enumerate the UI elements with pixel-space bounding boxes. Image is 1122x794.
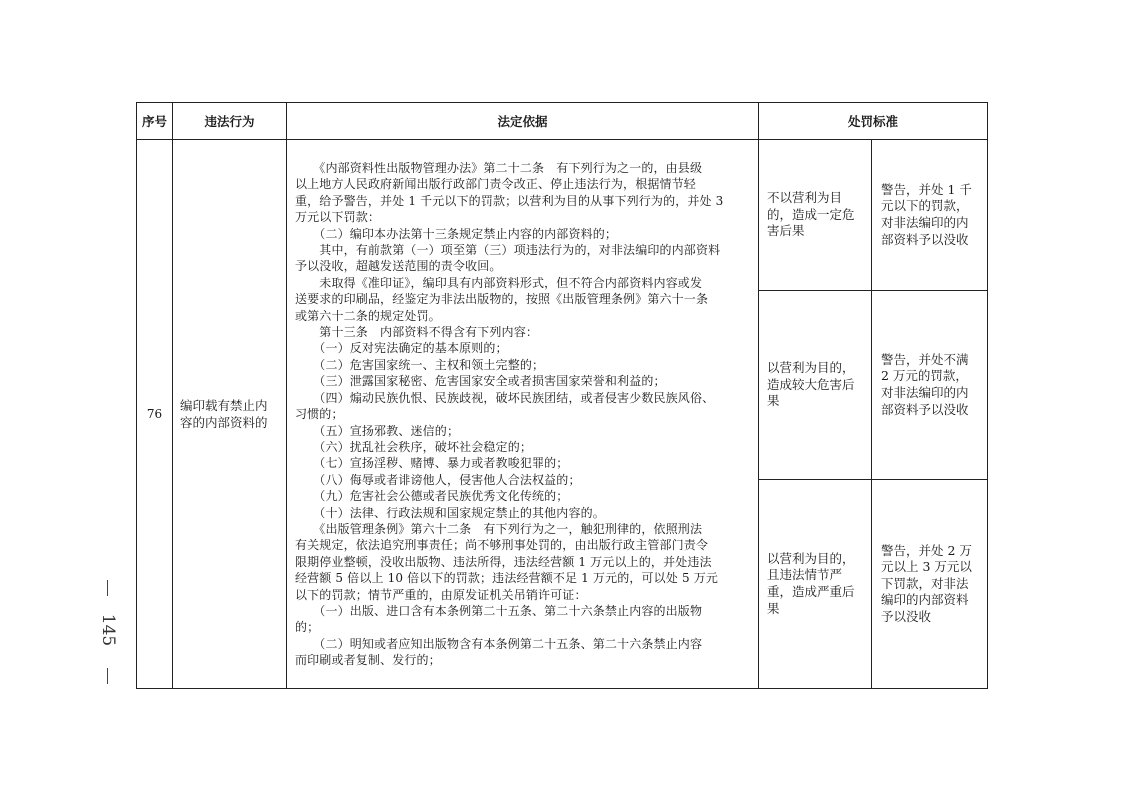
legal-basis-line: 《内部资料性出版物管理办法》第二十二条 有下列行为之一的，由县级 (295, 161, 703, 175)
legal-basis-line: 以上地方人民政府新闻出版行政部门责令改正、停止违法行为，根据情节轻 (295, 177, 696, 192)
legal-basis-line: （十）法律、行政法规和国家规定禁止的其他内容的。 (295, 505, 605, 520)
header-violation: 违法行为 (173, 103, 287, 140)
legal-basis-line: （三）泄露国家秘密、危害国家安全或者损害国家荣誉和利益的； (295, 374, 666, 389)
penalty-measure-2: 警告，并处不满 2 万元的罚款，对非法编印的内部资料予以没收 (872, 291, 988, 480)
row-seq: 76 (137, 140, 173, 689)
legal-basis-line: （九）危害社会公德或者民族优秀文化传统的； (295, 489, 569, 504)
header-seq: 序号 (137, 103, 173, 140)
legal-basis-line: 的； (295, 620, 320, 635)
legal-basis-line: 其中，有前款第（一）项至第（三）项违法行为的，对非法编印的内部资料 (295, 243, 721, 258)
penalty-condition-3: 以营利为目的，且违法情节严重，造成严重后果 (759, 480, 872, 689)
legal-basis-line: 万元以下罚款： (295, 210, 381, 225)
legal-basis-line: 而印刷或者复制、发行的； (295, 653, 441, 668)
legal-basis-line: （一）出版、进口含有本条例第二十五条、第二十六条禁止内容的出版物 (295, 603, 703, 618)
table-header-row (137, 103, 988, 140)
page-number-dash-bottom (107, 668, 108, 684)
legal-basis-line: 送要求的印刷品，经鉴定为非法出版物的，按照《出版管理条例》第六十一条 (295, 292, 709, 307)
legal-basis-line: 限期停业整顿，没收出版物、违法所得，违法经营额 1 万元以上的，并处违法 (295, 554, 712, 569)
legal-basis-line: （七）宣扬淫秽、赌博、暴力或者教唆犯罪的； (295, 456, 569, 471)
page-number (96, 580, 120, 690)
page-number-text: 145 (98, 613, 118, 647)
legal-basis-line: （六）扰乱社会秩序，破坏社会稳定的； (295, 439, 533, 454)
legal-basis-text (295, 160, 750, 669)
legal-basis-line: （二）编印本办法第十三条规定禁止内容的内部资料的； (295, 226, 618, 241)
penalty-table (136, 102, 988, 689)
legal-basis-line: 第十三条 内部资料不得含有下列内容： (295, 325, 539, 340)
legal-basis-line: （二）危害国家统一、主权和领土完整的； (295, 357, 545, 372)
legal-basis-line: 予以没收，超越发送范围的责令收回。 (295, 259, 502, 274)
row-violation: 编印载有禁止内容的内部资料的 (173, 140, 287, 689)
penalty-measure-1: 警告，并处 1 千元以下的罚款，对非法编印的内部资料予以没收 (872, 140, 988, 291)
legal-basis-line: （二）明知或者应知出版物含有本条例第二十五条、第二十六条禁止内容 (295, 636, 703, 651)
page-number-dash-top (107, 580, 108, 596)
legal-basis-line: 以下的罚款；情节严重的，由原发证机关吊销许可证： (295, 587, 587, 602)
legal-basis-line: 经营额 5 倍以上 10 倍以下的罚款；违法经营额不足 1 万元的，可以处 5 万元 (295, 571, 718, 586)
table-row (137, 140, 988, 291)
penalty-measure-3: 警告，并处 2 万元以上 3 万元以下罚款，对非法编印的内部资料予以没收 (872, 480, 988, 689)
legal-basis-line: （八）侮辱或者诽谤他人，侵害他人合法权益的； (295, 472, 581, 487)
legal-basis-line: （五）宣扬邪教、迷信的； (295, 423, 460, 438)
penalty-condition-2: 以营利为目的，造成较大危害后果 (759, 291, 872, 480)
header-legal-basis: 法定依据 (287, 103, 759, 140)
legal-basis-line: （一）反对宪法确定的基本原则的； (295, 341, 508, 356)
row-legal-basis (287, 140, 759, 689)
legal-basis-line: 《出版管理条例》第六十二条 有下列行为之一，触犯刑律的，依照刑法 (295, 521, 703, 536)
header-penalty-standard: 处罚标准 (759, 103, 988, 140)
legal-basis-line: 或第六十二条的规定处罚。 (295, 308, 441, 323)
legal-basis-line: 重，给予警告，并处 1 千元以下的罚款；以营利为目的从事下列行为的，并处 3 (295, 193, 724, 208)
legal-basis-line: 未取得《准印证》，编印具有内部资料形式，但不符合内部资料内容或发 (295, 275, 703, 290)
legal-basis-line: （四）煽动民族仇恨、民族歧视，破坏民族团结，或者侵害少数民族风俗、 (295, 390, 715, 405)
legal-basis-line: 有关规定，依法追究刑事责任；尚不够刑事处罚的，由出版行政主管部门责令 (295, 538, 709, 553)
legal-basis-line: 习惯的； (295, 407, 344, 422)
penalty-condition-1: 不以营利为目的，造成一定危害后果 (759, 140, 872, 291)
